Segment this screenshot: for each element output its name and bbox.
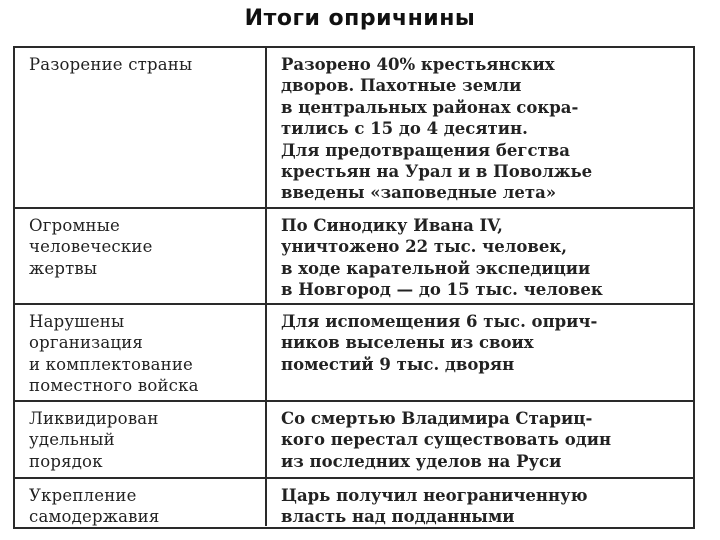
description-line: крестьян на Урал и в Поволжье	[281, 162, 593, 182]
description-line: из последних уделов на Руси	[281, 451, 562, 471]
row-heading-line: самодержавия	[29, 507, 160, 527]
row-heading-line: Укрепление	[29, 486, 137, 505]
row-heading-line: и комплектование	[29, 354, 194, 374]
row-heading-line: жертвы	[29, 258, 98, 278]
row-heading-line: организация	[29, 333, 144, 353]
row-heading-line: Нарушены	[29, 312, 125, 331]
description-line: тились с 15 до 4 десятин.	[281, 119, 528, 139]
description-line: Для предотвращения бегства	[281, 140, 570, 160]
row-heading-line: порядок	[29, 451, 103, 471]
description-line: Со смертью Владимира Стариц-	[281, 409, 593, 428]
row-heading-cell	[15, 48, 267, 207]
table-row	[15, 477, 693, 526]
row-heading-line: удельный	[29, 430, 115, 450]
row-description-cell	[267, 402, 693, 477]
description-line: дворов. Пахотные земли	[281, 76, 522, 96]
description-line: власть над подданными	[281, 507, 515, 527]
description-line: в ходе карательной экспедиции	[281, 258, 591, 278]
description-line: ников выселены из своих	[281, 333, 534, 353]
row-heading-cell	[15, 305, 267, 400]
page-title: Итоги опричнины	[244, 6, 476, 31]
description-line: уничтожено 22 тыс. человек,	[281, 237, 568, 257]
row-heading-cell	[15, 402, 267, 477]
description-line: введены «заповедные лета»	[281, 183, 557, 203]
row-description-cell	[267, 305, 693, 400]
table-row	[15, 303, 693, 400]
description-line: в центральных районах сокра-	[281, 97, 579, 117]
row-heading-line: человеческие	[29, 237, 153, 257]
row-heading-line: поместного войска	[29, 376, 199, 396]
description-line: Царь получил неограниченную	[281, 486, 588, 505]
row-heading-cell	[15, 479, 267, 526]
description-line: кого перестал существовать один	[281, 430, 612, 450]
description-line: поместий 9 тыс. дворян	[281, 354, 515, 374]
row-heading-line: Разорение страны	[29, 55, 193, 74]
description-line: Разорено 40% крестьянских	[281, 55, 555, 74]
row-description-cell	[267, 479, 693, 526]
description-line: в Новгород — до 15 тыс. человек	[281, 280, 603, 300]
row-heading-cell	[15, 209, 267, 303]
row-heading-line: Ликвидирован	[29, 409, 159, 428]
row-description-cell	[267, 209, 693, 303]
description-line: По Синодику Ивана IV,	[281, 216, 503, 235]
description-line: Для испомещения 6 тыс. оприч-	[281, 312, 598, 331]
row-heading-line: Огромные	[29, 216, 120, 235]
table-row	[15, 400, 693, 477]
results-table	[13, 46, 695, 529]
table-row	[15, 207, 693, 303]
table-row	[15, 48, 693, 207]
row-description-cell	[267, 48, 693, 207]
